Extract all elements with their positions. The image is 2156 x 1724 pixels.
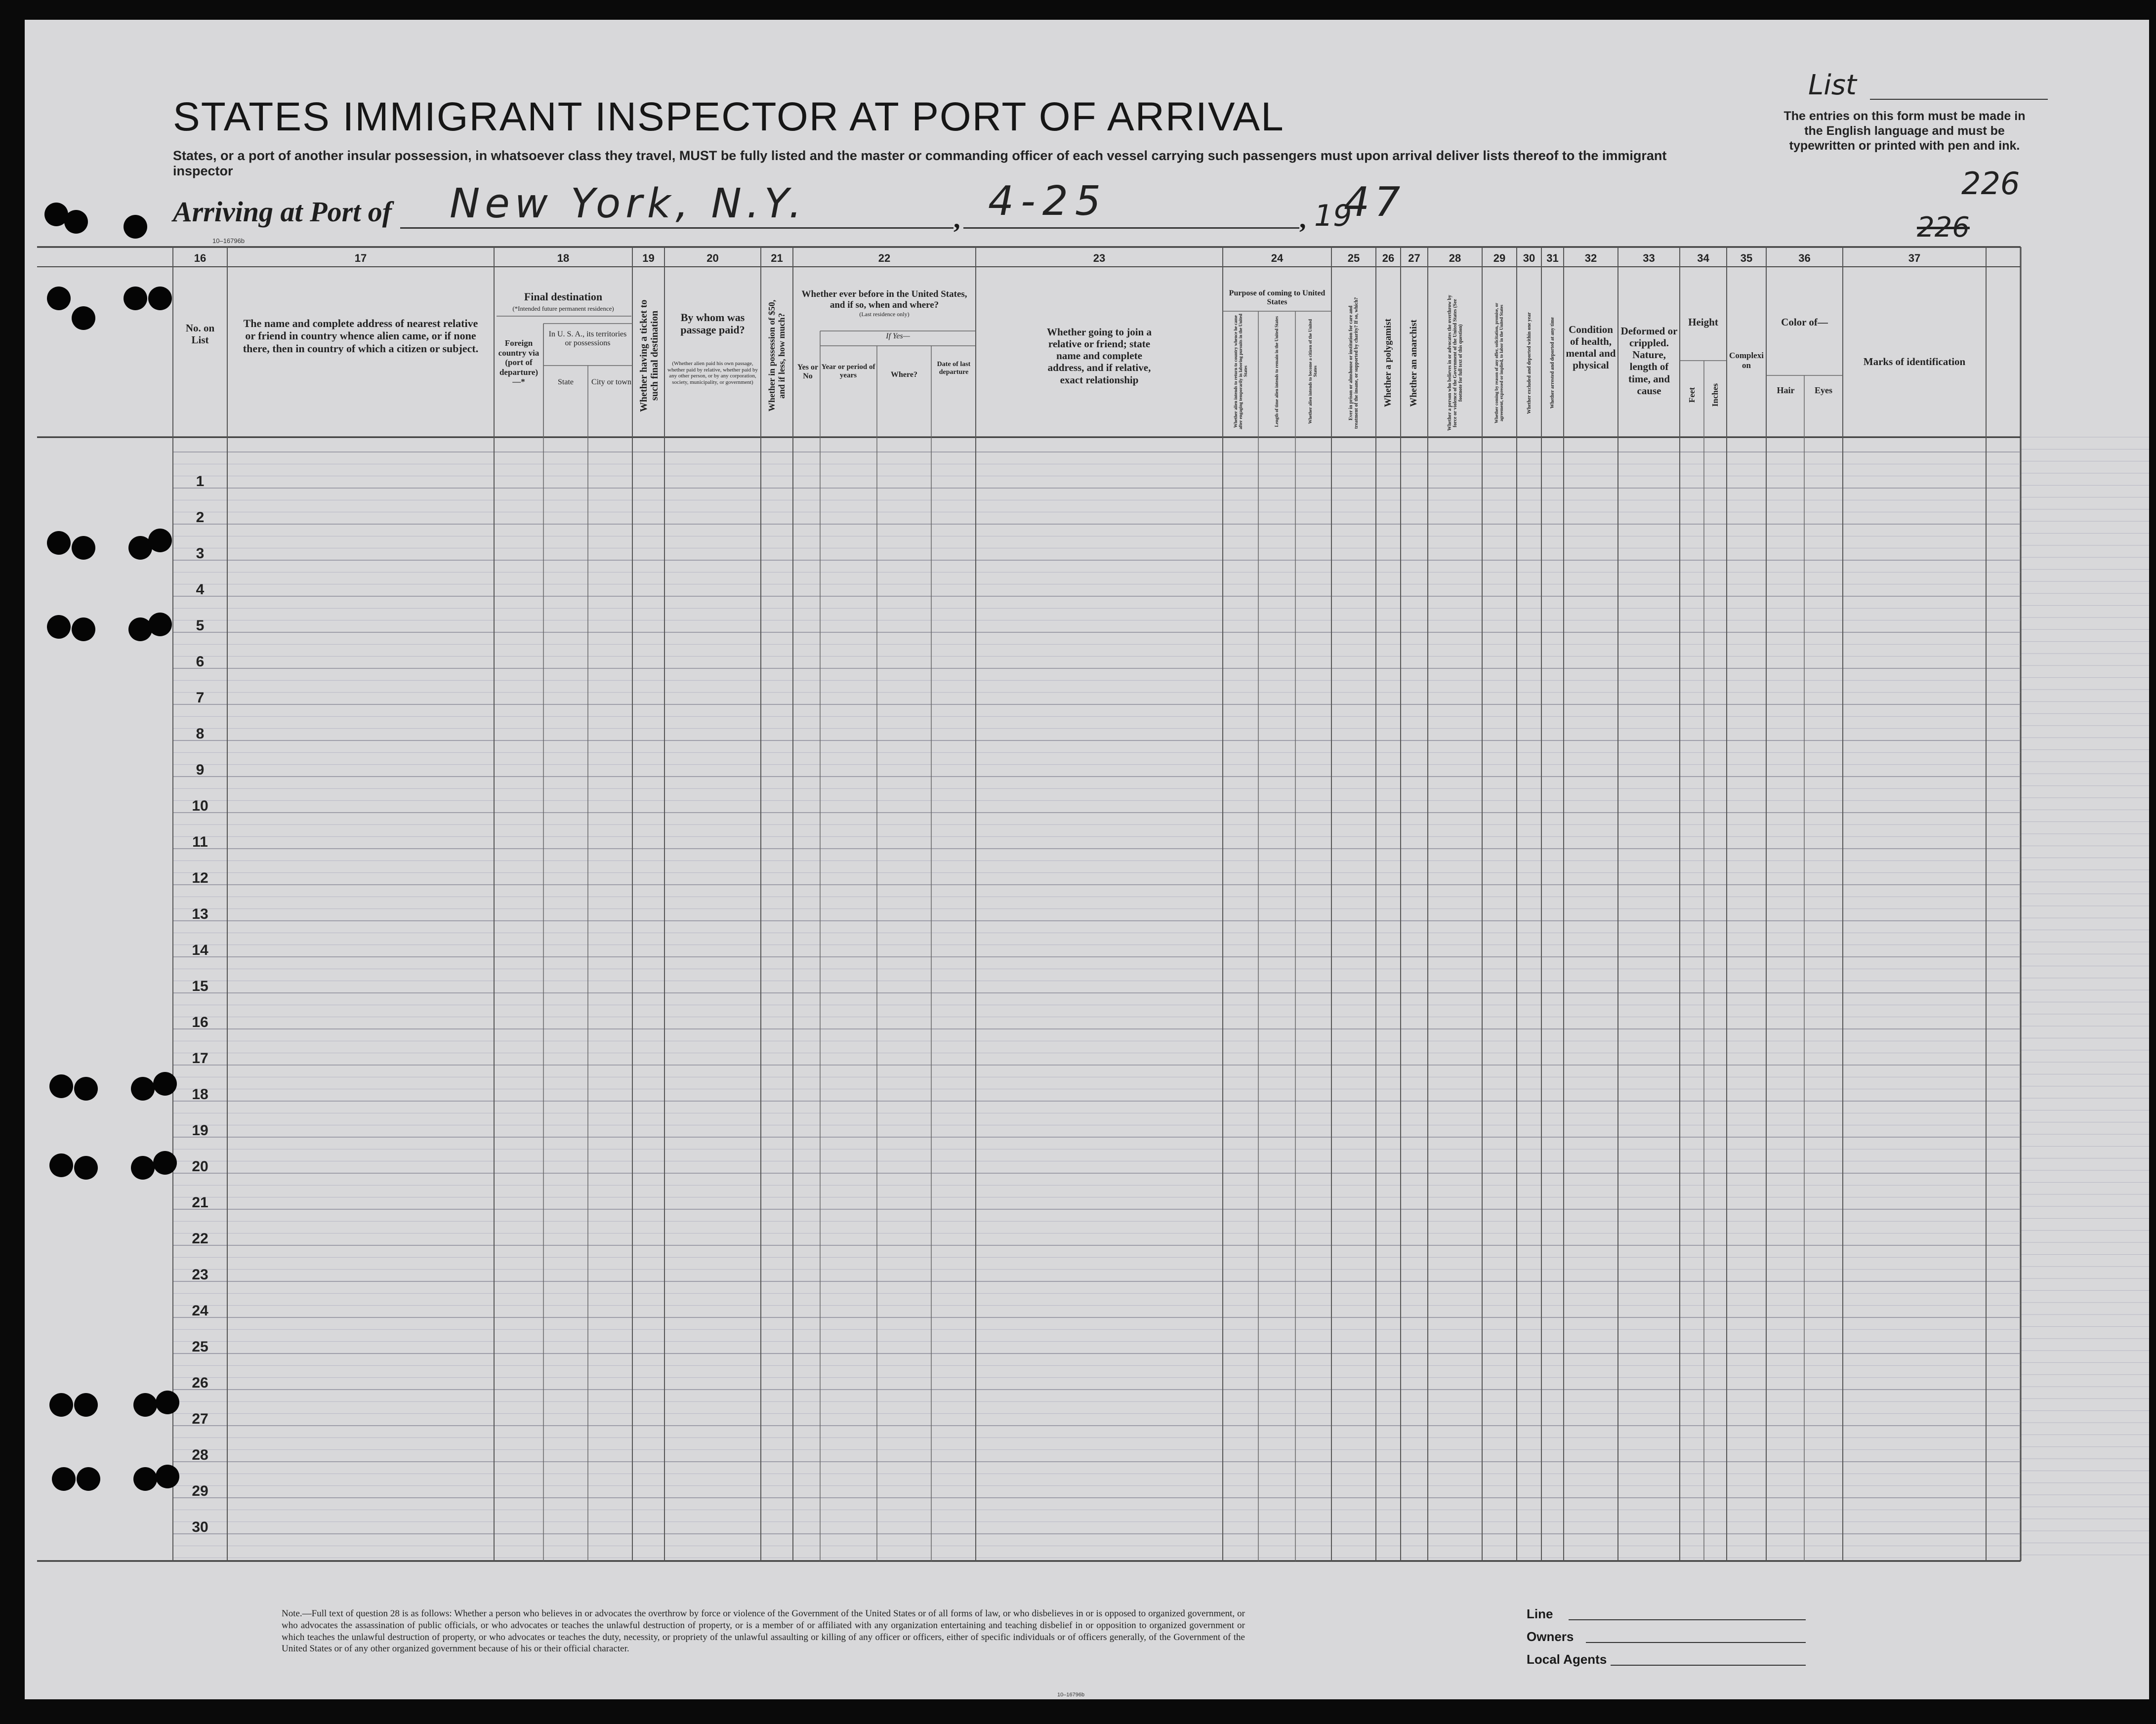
header-if-yes: If Yes— (886, 332, 910, 340)
header-overthrow: Whether a person who believes in or advocates the overthrow by force or violence of the Government of the United States (See footnote for full text of this question) (1447, 295, 1463, 431)
year-handwritten: 47 (1344, 179, 1406, 226)
comma-separator: , (1299, 204, 1306, 234)
binder-hole (131, 1077, 155, 1101)
header-passage-paid: By whom was passage paid? (680, 311, 745, 336)
binder-hole (124, 287, 147, 310)
binder-hole (47, 615, 71, 639)
page-subtitle: States, or a port of another insular possession, in whatsoever class they travel, MUST be fully listed and the master or commanding officer of each vessel carrying such passengers must upon arrival deliver lists thereof to the immigrant inspector (173, 148, 1667, 178)
row-number: 23 (192, 1267, 208, 1283)
binder-hole (74, 1393, 98, 1417)
row-number: 10 (192, 798, 208, 814)
header-offer-wrapper (1484, 294, 1515, 432)
colnum-26: 26 (1382, 252, 1395, 264)
colnum-18: 18 (557, 252, 570, 264)
binder-hole (133, 1393, 157, 1417)
binder-hole (148, 613, 172, 636)
language-notice: The entries on this form must be made in the English language and must be typewritten or printed with pen and ink. (1783, 109, 2026, 153)
header-fifty-dollars-wrapper (764, 294, 790, 417)
colnum-20: 20 (706, 252, 719, 264)
list-label: List (1808, 69, 1857, 101)
row-number: 17 (192, 1050, 208, 1067)
header-ever-before-sub: (Last residence only) (859, 311, 910, 318)
row-number: 12 (192, 870, 208, 886)
form-code: 10–16796b (212, 237, 245, 245)
colnum-35: 35 (1740, 252, 1753, 264)
header-height: Height (1688, 316, 1718, 328)
header-foreign-country: Foreign country via (port of departure)—* (498, 338, 539, 387)
row-number: 11 (192, 834, 208, 850)
header-feet: Feet (1687, 387, 1697, 403)
row-number: 21 (192, 1194, 208, 1211)
binder-hole (49, 1074, 73, 1098)
header-join-relative: Whether going to join a relative or friend; state name and complete address, and if relative, exact relationship (1047, 326, 1152, 386)
binder-hole (156, 1465, 179, 1488)
colnum-30: 30 (1523, 252, 1535, 264)
row-number: 4 (196, 581, 205, 598)
binder-hole (72, 306, 95, 330)
colnum-24: 24 (1271, 252, 1284, 264)
colnum-27: 27 (1408, 252, 1420, 264)
header-where: Where? (891, 370, 917, 379)
binder-hole (64, 210, 88, 234)
row-number: 6 (196, 654, 205, 670)
header-health: Condition of health, mental and physical (1566, 324, 1616, 371)
header-final-destination: Final destination (524, 290, 603, 303)
row-number: 8 (196, 726, 205, 742)
year-prefix: 19 (1314, 199, 1352, 233)
header-year-period: Year or period of years (821, 363, 875, 380)
row-number: 30 (192, 1519, 208, 1535)
footer-line-rule (1569, 1619, 1806, 1620)
header-purpose-c-wrapper (1296, 312, 1330, 431)
list-number-struck: 226 (1917, 211, 1970, 244)
header-polygamist-wrapper (1377, 294, 1400, 432)
colnum-21: 21 (771, 252, 783, 264)
arriving-label: Arriving at Port of (173, 196, 392, 228)
header-ever-before: Whether ever before in the United States, and if so, when and where? (801, 289, 967, 310)
row-number: 9 (196, 762, 205, 778)
footer-note: Note.—Full text of question 28 is as follows: Whether a person who believes in or advocates the overthrow by force or violence of the Government of the United States or of all forms of law, or who disbelieves in or is opposed to organized government, or who advocates the assassination of public officials, or who advocates or teaches the unlawful destruction of property, or is a member of or affiliated with any organization entertaining and teaching disbelief in or opposition to organized government or which teaches the unlawful destruction of property, or who advocates or teaches the duty, necessity, or propriety of the unlawful assaulting or killing of any officer or officers, either of specific individuals or of officers generally, of the Government of the United States or of any other organized government because of his or their official character. (282, 1608, 1245, 1654)
header-city: City or town (591, 378, 631, 386)
header-hair: Hair (1777, 385, 1795, 395)
binder-hole (77, 1467, 100, 1491)
header-no-on-list: No. on List (185, 322, 215, 346)
colnum-16: 16 (194, 252, 207, 264)
header-ticket-wrapper (636, 294, 662, 417)
row-number: 24 (192, 1303, 208, 1319)
binder-hole (47, 287, 71, 310)
header-anarchist: Whether an anarchist (1409, 319, 1419, 407)
colnum-17: 17 (354, 252, 367, 264)
row-number: 3 (196, 545, 205, 562)
header-marks-identification: Marks of identification (1863, 356, 1966, 368)
header-eyes: Eyes (1815, 385, 1832, 395)
binder-hole (153, 1151, 177, 1175)
header-passage-note: (Whether alien paid his own passage, whether paid by relative, whether paid by any other person, or by any corporation, society, municipality, or government) (667, 361, 758, 385)
colnum-28: 28 (1449, 252, 1461, 264)
colnum-22: 22 (878, 252, 891, 264)
binder-hole (148, 529, 172, 552)
header-complexion: Complexion (1729, 351, 1764, 370)
list-underline (1870, 99, 2048, 100)
binder-hole (133, 1467, 157, 1491)
colnum-31: 31 (1546, 252, 1559, 264)
footer-owners-rule (1586, 1642, 1806, 1643)
header-in-usa: In U. S. A., its territories or possessions (548, 330, 627, 348)
colnum-37: 37 (1908, 252, 1921, 264)
form-code: 10–16796b (1057, 1692, 1085, 1698)
binder-hole (47, 531, 71, 555)
row-number: 20 (192, 1158, 208, 1175)
footer-line-label: Line (1527, 1606, 1553, 1621)
binder-hole (72, 536, 95, 560)
colnum-32: 32 (1584, 252, 1597, 264)
row-number: 27 (192, 1411, 208, 1427)
colnum-23: 23 (1093, 252, 1106, 264)
row-number: 29 (192, 1483, 208, 1499)
binder-hole (148, 287, 172, 310)
header-prison-wrapper (1333, 294, 1374, 432)
header-deformed: Deformed or crippled. Nature, length of time, and cause (1620, 325, 1678, 397)
header-offer: Whether coming by reason of any offer, solicitation, promise, or agreement, expressed or implied, to labor in the United States (1494, 302, 1504, 424)
binder-hole (74, 1077, 98, 1101)
header-inches: Inches (1710, 383, 1720, 407)
header-feet-wrapper (1681, 366, 1703, 425)
row-number: 2 (196, 509, 205, 526)
row-number: 22 (192, 1231, 208, 1247)
row-number: 25 (192, 1339, 208, 1355)
header-color-of: Color of— (1781, 316, 1828, 328)
date-handwritten: 4-25 (988, 178, 1108, 225)
binder-hole (72, 617, 95, 641)
header-purpose-c: Whether alien intends to become a citizen of the United States (1308, 319, 1318, 424)
row-number: 18 (192, 1086, 208, 1103)
port-handwritten: New York, N.Y. (450, 180, 807, 227)
header-nearest-relative: The name and complete address of nearest relative or friend in country whence alien came, or if none there, then in country of which a citizen or subject. (243, 317, 479, 355)
binder-hole (153, 1072, 177, 1096)
header-overthrow-wrapper (1429, 294, 1481, 432)
header-anarchist-wrapper (1402, 294, 1427, 432)
header-prison: Ever in prison or almshouse or institution for care and treatment of the insane, or supported by charity? If so, which? (1348, 297, 1359, 429)
row-number: 1 (196, 473, 205, 490)
header-last-departure: Date of last departure (937, 361, 971, 376)
footer-agents-label: Local Agents (1527, 1652, 1607, 1667)
header-fifty-dollars: Whether in possession of $50, and if less, how much? (767, 299, 787, 412)
row-number: 26 (192, 1375, 208, 1391)
header-ticket: Whether having a ticket to such final destination (638, 299, 660, 412)
header-inches-wrapper (1704, 366, 1726, 425)
binder-hole (124, 215, 147, 239)
colnum-36: 36 (1798, 252, 1811, 264)
header-yes-no: Yes or No (797, 363, 819, 381)
colnum-29: 29 (1493, 252, 1506, 264)
row-number: 19 (192, 1122, 208, 1139)
colnum-25: 25 (1347, 252, 1360, 264)
header-excluded-wrapper (1518, 294, 1540, 432)
header-purpose-a-wrapper (1224, 312, 1258, 431)
row-number: 13 (192, 906, 208, 922)
header-arrested: Whether arrested and deported at any time (1550, 317, 1555, 409)
header-excluded: Whether excluded and deported within one year (1526, 312, 1532, 414)
row-number: 28 (192, 1447, 208, 1463)
date-line (963, 227, 1299, 229)
binder-hole (49, 1393, 73, 1417)
form-grid (25, 20, 2149, 1699)
footer-agents-rule (1611, 1665, 1806, 1666)
header-final-destination-sub: (*Intended future permanent residence) (512, 305, 614, 312)
page-title: STATES IMMIGRANT INSPECTOR AT PORT OF ARRIVAL (173, 94, 1285, 139)
list-number: 226 (1961, 165, 2020, 202)
row-number: 14 (192, 942, 208, 958)
manifest-sheet (25, 20, 2149, 1699)
binder-hole (156, 1391, 179, 1414)
header-purpose-b: Length of time alien intends to remain in the United States (1274, 316, 1280, 427)
binder-hole (52, 1467, 76, 1491)
binder-hole (74, 1156, 98, 1180)
comma-separator: , (954, 204, 960, 234)
row-number: 7 (196, 690, 205, 706)
colnum-34: 34 (1697, 252, 1709, 264)
colnum-33: 33 (1643, 252, 1655, 264)
header-state: State (558, 378, 574, 386)
row-number: 16 (192, 1014, 208, 1030)
header-purpose-b-wrapper (1260, 312, 1294, 431)
header-purpose: Purpose of coming to United States (1229, 289, 1326, 307)
footer-owners-label: Owners (1527, 1629, 1574, 1644)
binder-hole (49, 1153, 73, 1177)
header-purpose-a: Whether alien intends to return to country whence he came after engaging temporarily in laboring pursuits in the United States (1233, 314, 1248, 429)
header-polygamist: Whether a polygamist (1382, 319, 1393, 408)
row-number: 15 (192, 978, 208, 994)
row-number: 5 (196, 617, 205, 634)
binder-hole (131, 1156, 155, 1180)
colnum-19: 19 (642, 252, 655, 264)
port-line (400, 227, 954, 229)
header-arrested-wrapper (1542, 294, 1563, 432)
